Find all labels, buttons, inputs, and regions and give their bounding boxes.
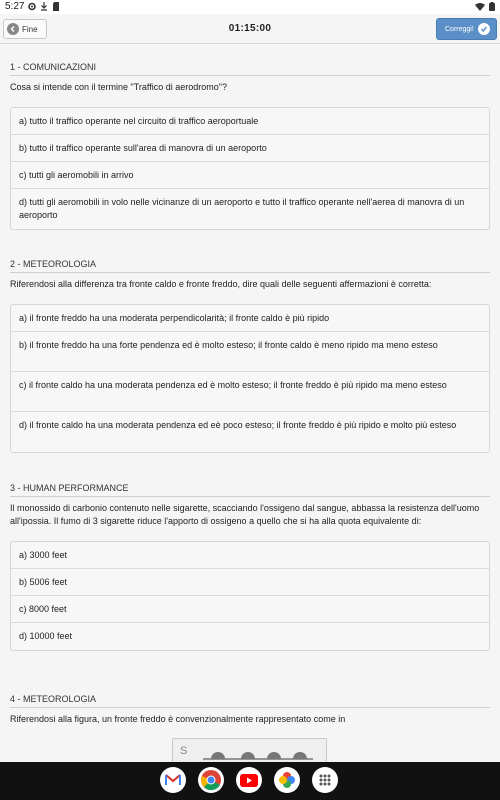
answer-option[interactable]: a) 3000 feet	[11, 542, 489, 569]
answer-option[interactable]: a) tutto il traffico operante nel circuito di traffico aeroportuale	[11, 108, 489, 135]
sd-card-icon	[52, 2, 60, 11]
answer-option[interactable]: b) tutto il traffico operante sull'area di manovra di un aeroporto	[11, 135, 489, 162]
answer-option[interactable]: b) il fronte freddo ha una forte pendenza ed è molto esteso; il fronte caldo è meno ripido ma meno esteso	[11, 332, 489, 372]
youtube-icon[interactable]	[236, 767, 262, 793]
question-text: Il monossido di carbonio contenuto nelle sigarette, scacciando l'ossigeno dal sangue, abbassa la resistenza dell'uomo all'ipossia. Il fumo di 3 sigarette riduce l'apporto di ossigeno a quello che si ha alla quota equivalente di:	[10, 503, 480, 526]
status-bar	[0, 0, 500, 14]
photos-icon[interactable]	[274, 767, 300, 793]
quiz-content	[0, 45, 500, 762]
battery-icon	[489, 2, 495, 11]
answer-option[interactable]: d) il fronte caldo ha una moderata pendenza ed eè poco esteso; il fronte freddo è più ripido e molto più esteso	[19, 420, 457, 430]
correct-button-label: Correggi!	[445, 25, 474, 33]
question-4	[10, 694, 490, 726]
question-header: 3 - HUMAN PERFORMANCE	[10, 483, 490, 497]
fine-button-label: Fine	[22, 24, 38, 34]
answer-list	[10, 541, 490, 651]
wifi-icon	[475, 3, 485, 11]
figure-label: S	[180, 745, 188, 757]
gmail-icon[interactable]	[160, 767, 186, 793]
cold-front-symbol	[203, 746, 313, 762]
settings-icon	[28, 2, 36, 11]
question-header: 4 - METEOROLOGIA	[10, 694, 490, 708]
countdown-timer: 01:15:00	[228, 23, 272, 34]
system-nav-bar	[0, 762, 500, 800]
checkmark-icon	[478, 23, 490, 35]
question-3	[10, 483, 490, 651]
answer-option[interactable]: c) il fronte caldo ha una moderata pendenza ed è molto esteso; il fronte freddo è più ripido ma meno esteso	[11, 372, 489, 412]
answer-option[interactable]: a) il fronte freddo ha una moderata perpendicolarità; il fronte caldo è più ripido	[11, 305, 489, 332]
question-header: 2 - METEOROLOGIA	[10, 259, 490, 273]
question-2	[10, 259, 490, 453]
answer-option[interactable]: d) tutti gli aeromobili in volo nelle vicinanze di un aeroporto e tutto il traffico operante nell'aerea di manovra di un aeroporto	[19, 197, 465, 220]
status-time: 5:27	[5, 1, 25, 12]
download-icon	[40, 2, 48, 11]
question-text: Riferendosi alla figura, un fronte freddo è convenzionalmente rappresentato come in	[10, 714, 346, 724]
question-text: Riferendosi alla differenza tra fronte caldo e fronte freddo, dire quali delle seguenti affermazioni è corretta:	[10, 279, 432, 289]
correct-button[interactable]	[436, 18, 497, 40]
app-drawer-icon[interactable]	[312, 767, 338, 793]
answer-option[interactable]: b) 5006 feet	[11, 569, 489, 596]
question-1	[10, 62, 490, 230]
answer-list	[10, 304, 490, 453]
answer-option[interactable]: d) 10000 feet	[19, 631, 73, 641]
front-figure	[172, 738, 327, 762]
chrome-icon[interactable]	[198, 767, 224, 793]
answer-list	[10, 107, 490, 230]
answer-option[interactable]: c) 8000 feet	[11, 596, 489, 623]
question-text: Cosa si intende con il termine "Traffico di aerodromo"?	[10, 82, 227, 92]
top-app-bar	[0, 14, 500, 44]
answer-option[interactable]: c) tutti gli aeromobili in arrivo	[11, 162, 489, 189]
question-header: 1 - COMUNICAZIONI	[10, 62, 490, 76]
